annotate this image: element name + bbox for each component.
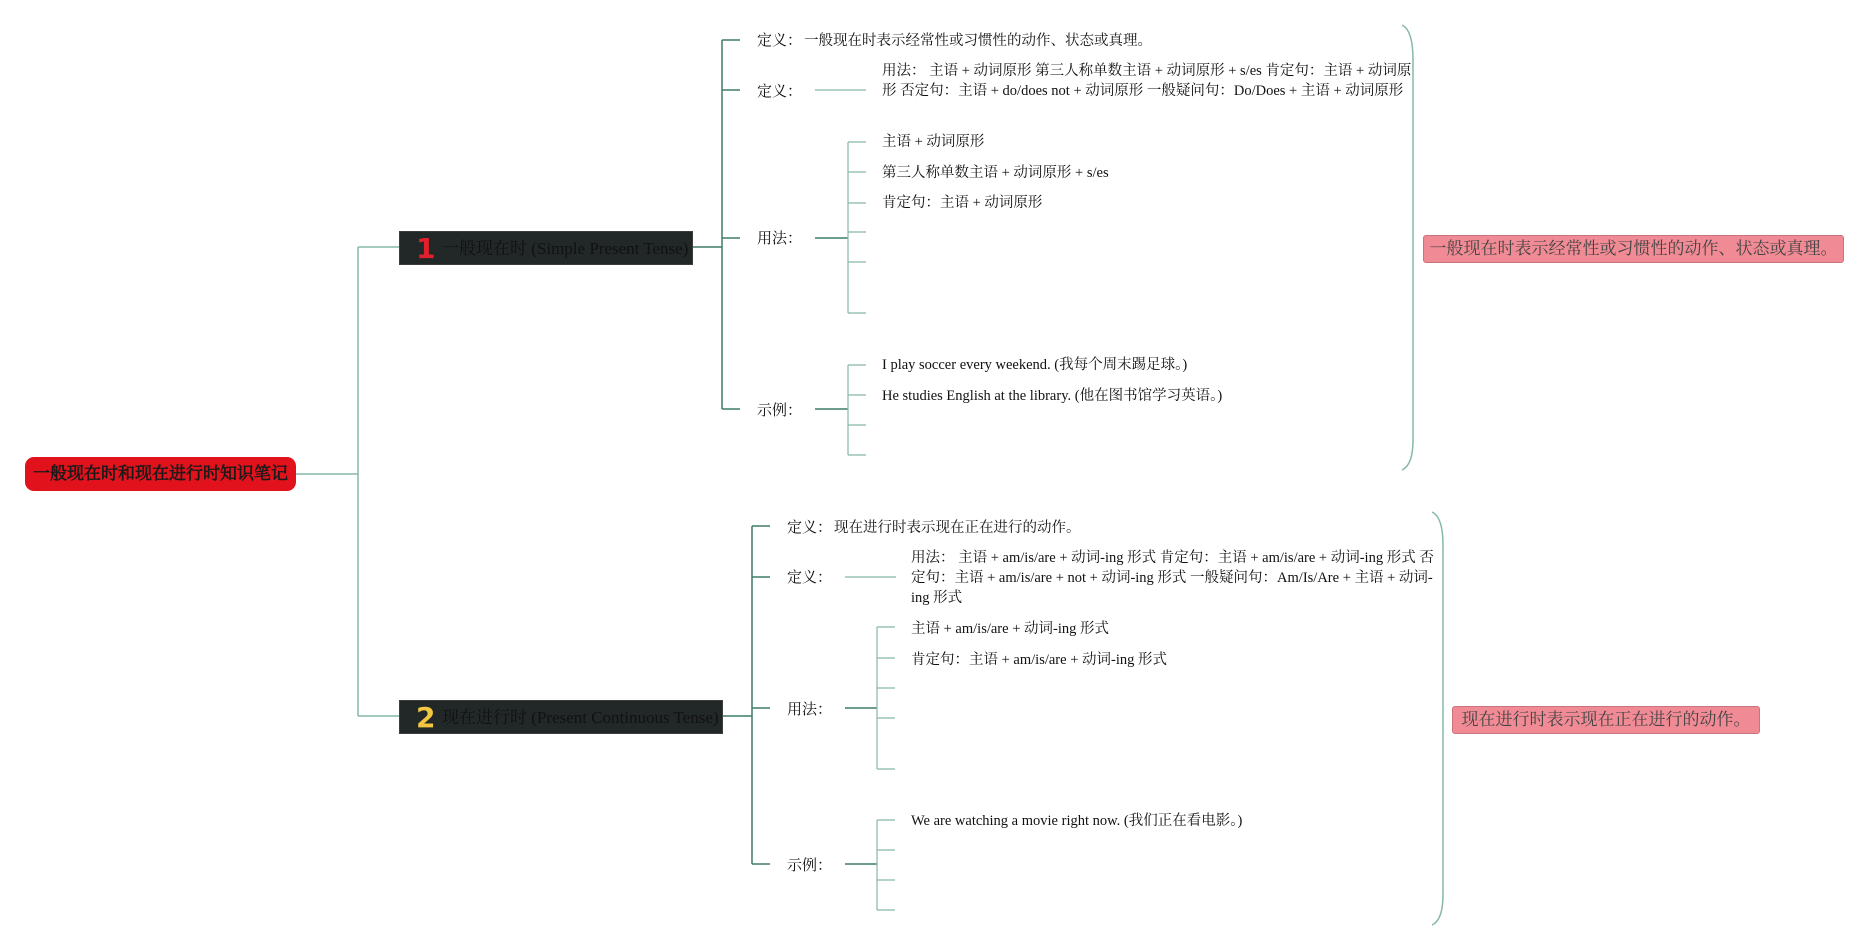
example-label[interactable]: 示例：	[787, 858, 833, 874]
usage-summary-text[interactable]: 用法： 主语 + 动词原形 第三人称单数主语 + 动词原形 + s/es 肯定句：主语 + 动词原形 否定句：主语 + do/does not + 动词原形 一般疑问句：Do/Does + 主语 + 动词原形	[882, 63, 1412, 99]
usage-item[interactable]: 肯定句：主语 + am/is/are + 动词-ing 形式	[911, 652, 1167, 668]
definition-label[interactable]: 定义：	[757, 33, 803, 49]
definition2-label[interactable]: 定义：	[787, 570, 833, 586]
root-connector	[296, 247, 399, 716]
usage-summary-text[interactable]: 用法： 主语 + am/is/are + 动词-ing 形式 肯定句：主语 + am/is/are + 动词-ing 形式 否定句：主语 + am/is/are + not + 动词-ing 形式 一般疑问句：Am/Is/Are + 主语 + 动词-ing 形式	[911, 550, 1434, 606]
definition2-label[interactable]: 定义：	[757, 84, 803, 100]
summary-simple-present[interactable]: 一般现在时表示经常性或习惯性的动作、状态或真理。	[1423, 235, 1844, 263]
summary-present-continuous[interactable]: 现在进行时表示现在正在进行的动作。	[1452, 706, 1760, 734]
branch-title: 一般现在时 (Simple Present Tense)	[442, 239, 689, 258]
example-item[interactable]: I play soccer every weekend. (我每个周末踢足球。)	[882, 357, 1188, 373]
number-1-icon: 1	[416, 232, 436, 265]
example-item[interactable]: We are watching a movie right now. (我们正在看电影。)	[911, 813, 1243, 829]
number-2-icon: 2	[416, 701, 436, 734]
usage-label[interactable]: 用法：	[787, 702, 833, 718]
definition-text[interactable]: 现在进行时表示现在正在进行的动作。	[834, 520, 1081, 536]
definition-text[interactable]: 一般现在时表示经常性或习惯性的动作、状态或真理。	[804, 33, 1152, 49]
branch-title: 现在进行时 (Present Continuous Tense)	[442, 708, 719, 727]
branch-present-continuous[interactable]	[399, 700, 723, 734]
definition-label[interactable]: 定义：	[787, 520, 833, 536]
example-label[interactable]: 示例：	[757, 403, 803, 419]
branch-simple-present[interactable]	[399, 231, 693, 265]
usage-item[interactable]: 主语 + am/is/are + 动词-ing 形式	[911, 621, 1109, 637]
usage-item[interactable]: 第三人称单数主语 + 动词原形 + s/es	[882, 165, 1109, 181]
usage-label[interactable]: 用法：	[757, 231, 803, 247]
usage-item[interactable]: 肯定句：主语 + 动词原形	[882, 195, 1043, 211]
usage-item[interactable]: 主语 + 动词原形	[882, 134, 985, 150]
example-item[interactable]: He studies English at the library. (他在图书馆学习英语。)	[882, 388, 1223, 404]
root-topic[interactable]: 一般现在时和现在进行时知识笔记	[25, 457, 296, 491]
